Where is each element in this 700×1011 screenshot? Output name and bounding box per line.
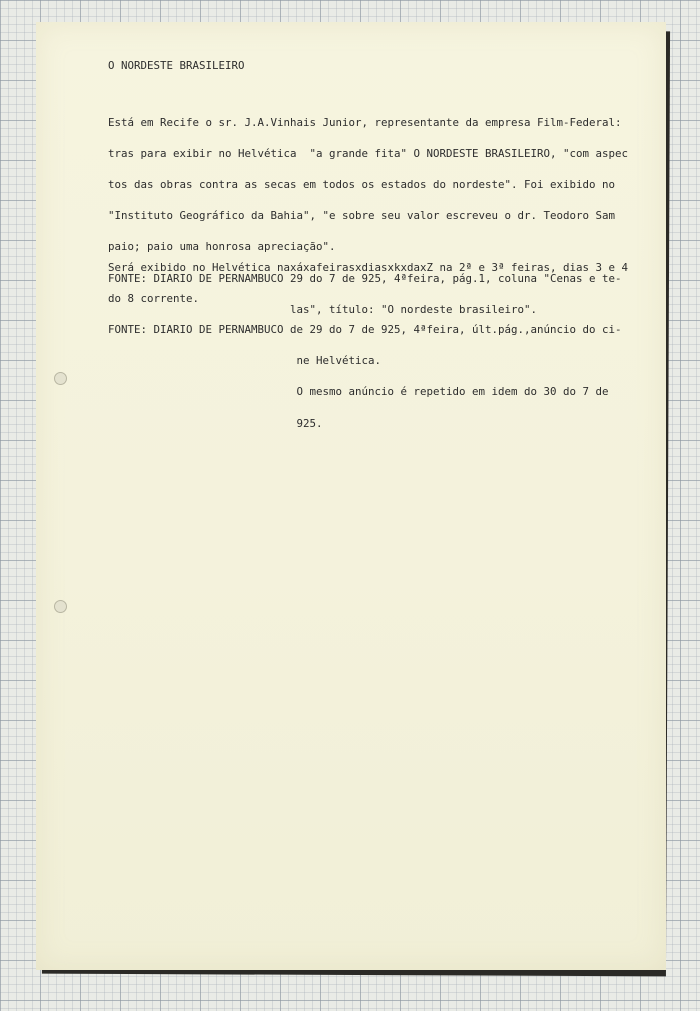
- punch-hole-lower: [54, 600, 67, 613]
- entry-2-line: Será exibido no Helvética naxáxafeirasxdiasxkxdaxZ na 2ª e 3ª feiras, dias 3 e 4: [108, 260, 629, 274]
- entry-2-line: do 8 corrente.: [108, 291, 200, 305]
- entry-2-source-line: 925.: [108, 416, 323, 430]
- entry-1-line: tras para exibir no Helvética "a grande fita" O NORDESTE BRASILEIRO, "com aspec: [108, 146, 629, 160]
- entry-1-line: "Instituto Geográfico da Bahia", "e sobre seu valor escreveu o dr. Teodoro Sam: [108, 209, 616, 223]
- entry-2-source-line: O mesmo anúncio é repetido em idem do 30 do 7 de: [108, 385, 609, 399]
- entry-2-source-line: ne Helvética.: [108, 354, 382, 368]
- entry-1-source-line: las", título: "O nordeste brasileiro".: [108, 302, 538, 316]
- entry-1-source-line: FONTE: DIARIO DE PERNAMBUCO 29 do 7 de 925, 4ªfeira, pág.1, coluna "Cenas e te-: [108, 271, 622, 285]
- document-title: O NORDESTE BRASILEIRO: [108, 59, 245, 72]
- entry-1-line: tos das obras contra as secas em todos os estados do nordeste". Foi exibido no: [108, 177, 616, 191]
- entry-2-source-line: FONTE: DIARIO DE PERNAMBUCO de 29 do 7 de 925, 4ªfeira, últ.pág.,anúncio do ci-: [108, 322, 622, 336]
- punch-hole-upper: [54, 372, 67, 385]
- entry-1-line: paio; paio uma honrosa apreciação".: [108, 240, 336, 254]
- entry-2: [108, 244, 628, 447]
- entry-1-line: Está em Recife o sr. J.A.Vinhais Junior, representante da empresa Film-Federal:: [108, 115, 622, 129]
